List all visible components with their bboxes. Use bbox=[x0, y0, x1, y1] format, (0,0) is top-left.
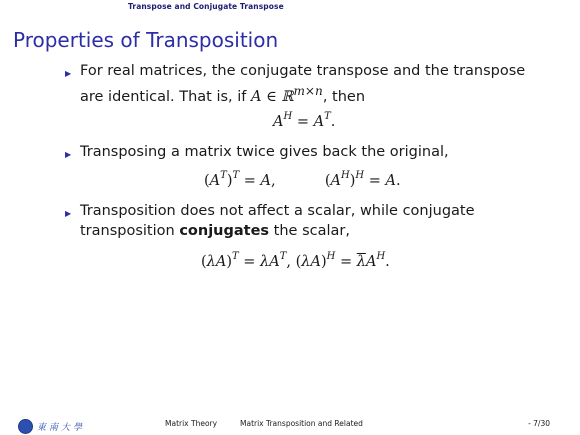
slide-title: Properties of Transposition bbox=[13, 28, 279, 52]
bullet-item-2 bbox=[65, 142, 550, 162]
footer-chapter: Matrix Transposition and Related bbox=[240, 419, 363, 428]
bullet-item-1 bbox=[65, 61, 550, 107]
footer bbox=[0, 419, 580, 433]
bullet-icon: ▶ bbox=[65, 150, 72, 159]
bullet-icon: ▶ bbox=[65, 69, 72, 78]
item-3-line-1: Transposition does not affect a scalar, while conjugate bbox=[80, 203, 475, 219]
footer-course: Matrix Theory bbox=[165, 419, 218, 428]
item-1-line-2: are identical. That is, if A ∈ ℝ$^{m\times n}$, then bbox=[80, 84, 366, 105]
section-header: Transpose and Conjugate Transpose bbox=[128, 2, 284, 11]
equation-1: $A^H = A^T$. bbox=[273, 111, 336, 130]
bullet-item-3 bbox=[65, 201, 550, 241]
item-2-line-1: Transposing a matrix twice gives back the original, bbox=[80, 144, 449, 160]
equation-2: $(A^T)^T = A$, $(A^H)^H = A$. bbox=[204, 170, 401, 189]
footer-page-number: - 7/30 bbox=[528, 419, 550, 428]
equation-3: $(\lambda A)^T = \lambda A^T$, $(\lambda A)^H = \overline{\lambda}A^H$. bbox=[201, 251, 390, 270]
item-3-line-2: transposition conjugates the scalar, bbox=[80, 223, 350, 239]
emphasis-conjugates: conjugates bbox=[179, 223, 270, 239]
bullet-icon: ▶ bbox=[65, 209, 72, 218]
logo-text: 東南大學 bbox=[37, 422, 86, 433]
item-1-line-1: For real matrices, the conjugate transpose and the transpose bbox=[80, 63, 526, 79]
